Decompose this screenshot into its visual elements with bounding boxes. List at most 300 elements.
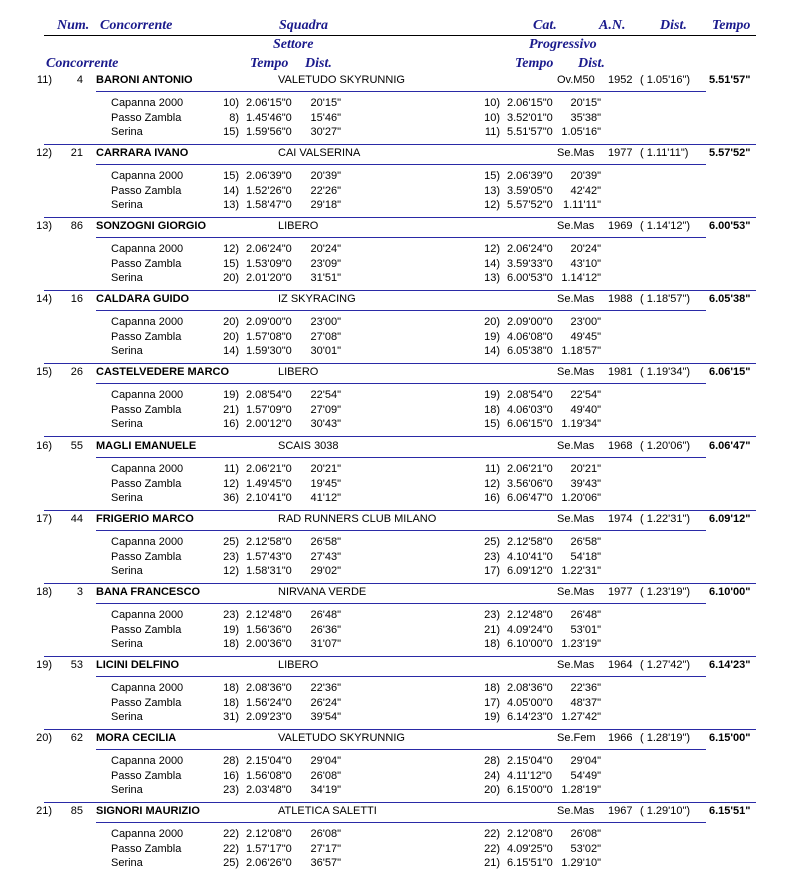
- athlete-gap: ( 1.05'16"): [640, 74, 691, 86]
- athlete-category: Se.Mas: [557, 440, 595, 452]
- split-sector-position: 10): [223, 97, 239, 109]
- athlete-bib-number: 26: [70, 366, 83, 378]
- athlete-gap: ( 1.19'34"): [640, 366, 691, 378]
- split-progressive-gap: 1.27'42": [561, 711, 601, 723]
- split-location: Passo Zambla: [111, 843, 182, 855]
- split-progressive-position: 19): [484, 711, 500, 723]
- athlete-position: 20): [36, 732, 52, 744]
- athlete-bib-number: 62: [70, 732, 83, 744]
- split-progressive-position: 20): [484, 784, 500, 796]
- split-sector-time: 2.06'26"0: [246, 857, 292, 869]
- athlete-category: Se.Mas: [557, 586, 595, 598]
- split-sector-position: 15): [223, 126, 239, 138]
- split-sector-time: 1.59'56"0: [246, 126, 292, 138]
- split-progressive-gap: 20'15": [570, 97, 601, 109]
- athlete-team: RAD RUNNERS CLUB MILANO: [278, 513, 437, 525]
- athlete-category: Se.Fem: [557, 732, 596, 744]
- athlete-block-divider: [44, 217, 756, 218]
- athlete-category: Ov.M50: [557, 74, 595, 86]
- header-settore: Settore: [273, 37, 314, 52]
- athlete-birth-year: 1981: [608, 366, 633, 378]
- split-progressive-gap: 43'10": [570, 258, 601, 270]
- athlete-total-time: 6.15'51": [709, 805, 751, 817]
- athlete-category: Se.Mas: [557, 659, 595, 671]
- athlete-category: Se.Mas: [557, 293, 595, 305]
- athlete-birth-year: 1974: [608, 513, 633, 525]
- athlete-name: BANA FRANCESCO: [96, 586, 201, 598]
- split-sector-time: 2.00'12"0: [246, 418, 292, 430]
- athlete-bib-number: 85: [70, 805, 83, 817]
- header-dist: Dist.: [660, 18, 687, 33]
- split-progressive-gap: 23'00": [570, 316, 601, 328]
- athlete-gap: ( 1.14'12"): [640, 220, 691, 232]
- split-progressive-time: 4.10'41"0: [507, 551, 553, 563]
- split-location: Capanna 2000: [111, 463, 184, 475]
- split-sector-gap: 30'43": [310, 418, 341, 430]
- athlete-team: ATLETICA SALETTI: [278, 805, 377, 817]
- split-progressive-position: 12): [484, 478, 500, 490]
- split-sector-gap: 26'58": [310, 536, 341, 548]
- athlete-total-time: 6.06'47": [709, 440, 751, 452]
- split-sector-time: 2.06'24"0: [246, 243, 292, 255]
- split-sector-time: 1.59'30"0: [246, 345, 292, 357]
- split-sector-position: 19): [223, 624, 239, 636]
- athlete-name: MORA CECILIA: [96, 732, 177, 744]
- split-sector-gap: 20'21": [310, 463, 341, 475]
- athlete-birth-year: 1964: [608, 659, 633, 671]
- athlete-gap: ( 1.28'19"): [640, 732, 691, 744]
- athlete-bib-number: 86: [70, 220, 83, 232]
- split-location: Passo Zambla: [111, 331, 182, 343]
- athlete-bib-number: 53: [70, 659, 83, 671]
- split-progressive-gap: 1.19'34": [561, 418, 601, 430]
- split-progressive-time: 2.12'58"0: [507, 536, 553, 548]
- split-sector-gap: 27'08": [310, 331, 341, 343]
- athlete-birth-year: 1977: [608, 147, 633, 159]
- split-progressive-gap: 49'40": [570, 404, 601, 416]
- athlete-bib-number: 55: [70, 440, 83, 452]
- split-sector-position: 23): [223, 784, 239, 796]
- split-sector-gap: 34'19": [310, 784, 341, 796]
- athlete-block-divider: [44, 436, 756, 437]
- split-sector-position: 25): [223, 536, 239, 548]
- split-sector-time: 1.52'26"0: [246, 185, 292, 197]
- split-sector-gap: 26'08": [310, 770, 341, 782]
- split-progressive-position: 10): [484, 97, 500, 109]
- split-progressive-gap: 42'42": [570, 185, 601, 197]
- split-sector-position: 22): [223, 843, 239, 855]
- athlete-position: 14): [36, 293, 52, 305]
- split-progressive-time: 4.09'25"0: [507, 843, 553, 855]
- split-progressive-time: 6.06'47"0: [507, 492, 553, 504]
- athlete-position: 11): [36, 74, 52, 86]
- split-sector-position: 14): [223, 345, 239, 357]
- athlete-gap: ( 1.18'57"): [640, 293, 691, 305]
- split-location: Passo Zambla: [111, 697, 182, 709]
- split-progressive-position: 18): [484, 404, 500, 416]
- split-progressive-gap: 49'45": [570, 331, 601, 343]
- split-progressive-time: 6.06'15"0: [507, 418, 553, 430]
- split-progressive-time: 2.06'24"0: [507, 243, 553, 255]
- split-progressive-gap: 1.20'06": [561, 492, 601, 504]
- split-sector-time: 1.57'17"0: [246, 843, 292, 855]
- athlete-category: Se.Mas: [557, 366, 595, 378]
- athlete-block-divider: [44, 729, 756, 730]
- split-progressive-time: 5.57'52"0: [507, 199, 553, 211]
- split-location: Capanna 2000: [111, 243, 184, 255]
- header-rule: [44, 35, 756, 36]
- athlete-block-divider: [44, 363, 756, 364]
- split-sector-time: 2.03'48"0: [246, 784, 292, 796]
- split-progressive-position: 12): [484, 199, 500, 211]
- athlete-bib-number: 16: [70, 293, 83, 305]
- athlete-team: LIBERO: [278, 366, 319, 378]
- split-progressive-time: 6.00'53"0: [507, 272, 553, 284]
- split-progressive-position: 23): [484, 551, 500, 563]
- split-sector-gap: 31'51": [310, 272, 341, 284]
- split-progressive-time: 6.15'51"0: [507, 857, 553, 869]
- split-sector-gap: 26'24": [310, 697, 341, 709]
- athlete-total-time: 6.06'15": [709, 366, 751, 378]
- athlete-team: LIBERO: [278, 659, 319, 671]
- athlete-total-time: 6.05'38": [709, 293, 751, 305]
- split-sector-time: 2.00'36"0: [246, 638, 292, 650]
- split-progressive-gap: 1.11'11": [562, 199, 601, 211]
- header-progressivo: Progressivo: [529, 37, 597, 52]
- split-sector-position: 23): [223, 551, 239, 563]
- split-sector-position: 12): [223, 478, 239, 490]
- athlete-separator: [96, 237, 706, 238]
- split-progressive-gap: 22'54": [570, 389, 601, 401]
- split-sector-time: 2.09'23"0: [246, 711, 292, 723]
- athlete-separator: [96, 457, 706, 458]
- split-sector-gap: 29'04": [310, 755, 341, 767]
- split-sector-position: 18): [223, 697, 239, 709]
- athlete-birth-year: 1968: [608, 440, 633, 452]
- split-progressive-position: 21): [484, 857, 500, 869]
- split-location: Passo Zambla: [111, 551, 182, 563]
- athlete-gap: ( 1.23'19"): [640, 586, 691, 598]
- athlete-total-time: 6.10'00": [709, 586, 751, 598]
- split-sector-time: 2.09'00"0: [246, 316, 292, 328]
- split-progressive-gap: 26'08": [570, 828, 601, 840]
- split-progressive-position: 10): [484, 112, 500, 124]
- athlete-separator: [96, 603, 706, 604]
- split-location: Capanna 2000: [111, 828, 184, 840]
- split-progressive-gap: 39'43": [570, 478, 601, 490]
- split-progressive-gap: 54'18": [570, 551, 601, 563]
- split-sector-position: 16): [223, 770, 239, 782]
- split-progressive-time: 4.06'03"0: [507, 404, 553, 416]
- athlete-position: 12): [36, 147, 52, 159]
- split-sector-time: 1.58'31"0: [246, 565, 292, 577]
- split-sector-gap: 20'39": [310, 170, 341, 182]
- split-progressive-gap: 20'24": [570, 243, 601, 255]
- split-sector-position: 28): [223, 755, 239, 767]
- split-location: Serina: [111, 272, 143, 284]
- athlete-team: IZ SKYRACING: [278, 293, 356, 305]
- split-location: Capanna 2000: [111, 536, 184, 548]
- athlete-block-divider: [44, 144, 756, 145]
- split-sector-gap: 20'15": [310, 97, 341, 109]
- athlete-name: LICINI DELFINO: [96, 659, 180, 671]
- athlete-name: CARRARA IVANO: [96, 147, 189, 159]
- split-progressive-time: 3.56'06"0: [507, 478, 553, 490]
- split-sector-gap: 27'09": [310, 404, 341, 416]
- split-sector-gap: 41'12": [310, 492, 341, 504]
- split-progressive-position: 21): [484, 624, 500, 636]
- split-sector-position: 23): [223, 609, 239, 621]
- split-progressive-gap: 1.28'19": [561, 784, 601, 796]
- split-progressive-time: 2.08'36"0: [507, 682, 553, 694]
- split-location: Capanna 2000: [111, 389, 184, 401]
- athlete-total-time: 6.15'00": [709, 732, 751, 744]
- split-sector-gap: 29'18": [310, 199, 341, 211]
- header-progressivo-tempo: Tempo: [515, 56, 554, 71]
- split-sector-position: 18): [223, 638, 239, 650]
- athlete-birth-year: 1988: [608, 293, 633, 305]
- split-sector-gap: 29'02": [310, 565, 341, 577]
- split-location: Passo Zambla: [111, 185, 182, 197]
- athlete-category: Se.Mas: [557, 220, 595, 232]
- split-progressive-time: 3.59'05"0: [507, 185, 553, 197]
- split-progressive-time: 6.15'00"0: [507, 784, 553, 796]
- split-progressive-position: 14): [484, 258, 500, 270]
- split-progressive-gap: 26'58": [570, 536, 601, 548]
- split-sector-time: 1.56'24"0: [246, 697, 292, 709]
- split-sector-gap: 23'00": [310, 316, 341, 328]
- split-location: Capanna 2000: [111, 682, 184, 694]
- split-progressive-gap: 1.29'10": [561, 857, 601, 869]
- athlete-birth-year: 1977: [608, 586, 633, 598]
- split-location: Serina: [111, 784, 143, 796]
- split-sector-position: 15): [223, 258, 239, 270]
- split-progressive-position: 24): [484, 770, 500, 782]
- header-squadra: Squadra: [279, 18, 329, 33]
- athlete-separator: [96, 310, 706, 311]
- split-progressive-position: 17): [484, 697, 500, 709]
- athlete-name: SONZOGNI GIORGIO: [96, 220, 207, 232]
- athlete-block-divider: [44, 290, 756, 291]
- athlete-bib-number: 4: [76, 74, 83, 86]
- athlete-team: VALETUDO SKYRUNNIG: [278, 74, 405, 86]
- split-sector-time: 2.06'15"0: [246, 97, 292, 109]
- athlete-total-time: 6.00'53": [709, 220, 751, 232]
- athlete-gap: ( 1.20'06"): [640, 440, 691, 452]
- split-progressive-gap: 1.05'16": [561, 126, 601, 138]
- split-sector-gap: 19'45": [310, 478, 341, 490]
- split-progressive-gap: 54'49": [570, 770, 601, 782]
- split-sector-position: 21): [223, 404, 239, 416]
- split-sector-position: 18): [223, 682, 239, 694]
- split-location: Passo Zambla: [111, 404, 182, 416]
- athlete-position: 15): [36, 366, 52, 378]
- split-sector-time: 1.58'47"0: [246, 199, 292, 211]
- split-sector-gap: 15'46": [310, 112, 341, 124]
- split-progressive-time: 4.11'12"0: [507, 770, 552, 782]
- athlete-team: VALETUDO SKYRUNNIG: [278, 732, 405, 744]
- header-settore-dist: Dist.: [305, 56, 332, 71]
- athlete-birth-year: 1969: [608, 220, 633, 232]
- split-progressive-gap: 1.14'12": [561, 272, 601, 284]
- athlete-block-divider: [44, 583, 756, 584]
- split-progressive-time: 5.51'57"0: [507, 126, 553, 138]
- split-progressive-gap: 29'04": [570, 755, 601, 767]
- athlete-separator: [96, 822, 706, 823]
- split-progressive-time: 6.14'23"0: [507, 711, 553, 723]
- split-sector-time: 1.57'08"0: [246, 331, 292, 343]
- split-progressive-position: 19): [484, 389, 500, 401]
- split-progressive-position: 14): [484, 345, 500, 357]
- split-sector-gap: 27'43": [310, 551, 341, 563]
- split-progressive-gap: 53'01": [570, 624, 601, 636]
- split-progressive-time: 2.06'39"0: [507, 170, 553, 182]
- athlete-bib-number: 44: [70, 513, 83, 525]
- split-progressive-time: 2.06'21"0: [507, 463, 553, 475]
- split-location: Passo Zambla: [111, 770, 182, 782]
- split-progressive-time: 3.59'33"0: [507, 258, 553, 270]
- split-progressive-gap: 20'21": [570, 463, 601, 475]
- split-location: Serina: [111, 418, 143, 430]
- split-sector-position: 20): [223, 316, 239, 328]
- athlete-position: 16): [36, 440, 52, 452]
- split-progressive-position: 18): [484, 682, 500, 694]
- split-sector-position: 19): [223, 389, 239, 401]
- split-sector-position: 20): [223, 272, 239, 284]
- split-sector-gap: 22'26": [310, 185, 341, 197]
- athlete-team: SCAIS 3038: [278, 440, 339, 452]
- split-sector-gap: 26'48": [310, 609, 341, 621]
- split-sector-position: 8): [229, 112, 239, 124]
- athlete-bib-number: 21: [70, 147, 83, 159]
- split-sector-time: 1.49'45"0: [246, 478, 292, 490]
- header-progressivo-dist: Dist.: [578, 56, 605, 71]
- split-sector-position: 15): [223, 170, 239, 182]
- split-location: Passo Zambla: [111, 624, 182, 636]
- split-progressive-time: 2.15'04"0: [507, 755, 553, 767]
- split-progressive-time: 2.12'48"0: [507, 609, 553, 621]
- athlete-gap: ( 1.22'31"): [640, 513, 691, 525]
- split-progressive-time: 2.12'08"0: [507, 828, 553, 840]
- split-location: Passo Zambla: [111, 258, 182, 270]
- athlete-position: 21): [36, 805, 52, 817]
- split-progressive-position: 11): [484, 463, 500, 475]
- split-sector-time: 2.06'39"0: [246, 170, 292, 182]
- athlete-position: 18): [36, 586, 52, 598]
- athlete-separator: [96, 676, 706, 677]
- split-sector-gap: 31'07": [310, 638, 341, 650]
- split-progressive-position: 25): [484, 536, 500, 548]
- split-location: Serina: [111, 345, 143, 357]
- split-sector-time: 1.56'36"0: [246, 624, 292, 636]
- split-location: Capanna 2000: [111, 609, 184, 621]
- split-sector-gap: 22'36": [310, 682, 341, 694]
- athlete-team: LIBERO: [278, 220, 319, 232]
- split-progressive-gap: 53'02": [570, 843, 601, 855]
- athlete-separator: [96, 164, 706, 165]
- split-progressive-position: 22): [484, 828, 500, 840]
- split-sector-position: 36): [223, 492, 239, 504]
- header-tempo: Tempo: [712, 18, 751, 33]
- split-progressive-time: 2.06'15"0: [507, 97, 553, 109]
- athlete-bib-number: 3: [76, 586, 83, 598]
- split-location: Capanna 2000: [111, 755, 184, 767]
- athlete-position: 13): [36, 220, 52, 232]
- athlete-separator: [96, 749, 706, 750]
- split-progressive-position: 18): [484, 638, 500, 650]
- split-progressive-position: 15): [484, 170, 500, 182]
- split-location: Serina: [111, 565, 143, 577]
- split-sector-position: 14): [223, 185, 239, 197]
- split-progressive-position: 20): [484, 316, 500, 328]
- header-cat: Cat.: [533, 18, 557, 33]
- athlete-gap: ( 1.29'10"): [640, 805, 691, 817]
- split-sector-position: 12): [223, 565, 239, 577]
- athlete-name: FRIGERIO MARCO: [96, 513, 194, 525]
- split-progressive-gap: 35'38": [570, 112, 601, 124]
- athlete-separator: [96, 383, 706, 384]
- split-location: Serina: [111, 711, 143, 723]
- split-sector-time: 1.57'43"0: [246, 551, 292, 563]
- split-progressive-position: 12): [484, 243, 500, 255]
- athlete-category: Se.Mas: [557, 147, 595, 159]
- split-sector-time: 2.12'58"0: [246, 536, 292, 548]
- athlete-name: SIGNORI MAURIZIO: [96, 805, 200, 817]
- split-sector-gap: 26'08": [310, 828, 341, 840]
- split-sector-position: 11): [223, 463, 239, 475]
- athlete-team: CAI VALSERINA: [278, 147, 361, 159]
- split-progressive-position: 15): [484, 418, 500, 430]
- split-sector-time: 2.01'20"0: [246, 272, 292, 284]
- athlete-position: 19): [36, 659, 52, 671]
- split-sector-gap: 20'24": [310, 243, 341, 255]
- athlete-birth-year: 1966: [608, 732, 633, 744]
- athlete-name: CALDARA GUIDO: [96, 293, 190, 305]
- split-sector-gap: 22'54": [310, 389, 341, 401]
- split-sector-time: 1.56'08"0: [246, 770, 292, 782]
- split-sector-gap: 23'09": [310, 258, 341, 270]
- athlete-name: CASTELVEDERE MARCO: [96, 366, 230, 378]
- athlete-gap: ( 1.11'11"): [640, 147, 689, 159]
- split-sector-gap: 39'54": [310, 711, 341, 723]
- athlete-block-divider: [44, 656, 756, 657]
- athlete-total-time: 5.51'57": [709, 74, 751, 86]
- split-progressive-position: 19): [484, 331, 500, 343]
- split-progressive-gap: 1.23'19": [561, 638, 601, 650]
- split-progressive-position: 22): [484, 843, 500, 855]
- split-sector-time: 1.53'09"0: [246, 258, 292, 270]
- header-concorrente-2: Concorrente: [46, 56, 119, 71]
- split-location: Serina: [111, 638, 143, 650]
- split-progressive-position: 16): [484, 492, 500, 504]
- split-sector-time: 2.10'41"0: [246, 492, 292, 504]
- athlete-position: 17): [36, 513, 52, 525]
- split-progressive-gap: 26'48": [570, 609, 601, 621]
- athlete-gap: ( 1.27'42"): [640, 659, 691, 671]
- split-progressive-gap: 1.18'57": [561, 345, 601, 357]
- split-location: Capanna 2000: [111, 170, 184, 182]
- athlete-name: BARONI ANTONIO: [96, 74, 193, 86]
- split-sector-gap: 30'01": [310, 345, 341, 357]
- athlete-birth-year: 1967: [608, 805, 633, 817]
- split-sector-position: 16): [223, 418, 239, 430]
- header-num: Num.: [57, 18, 90, 33]
- split-progressive-time: 4.06'08"0: [507, 331, 553, 343]
- split-sector-time: 2.06'21"0: [246, 463, 292, 475]
- athlete-block-divider: [44, 510, 756, 511]
- split-progressive-position: 17): [484, 565, 500, 577]
- split-sector-time: 2.08'36"0: [246, 682, 292, 694]
